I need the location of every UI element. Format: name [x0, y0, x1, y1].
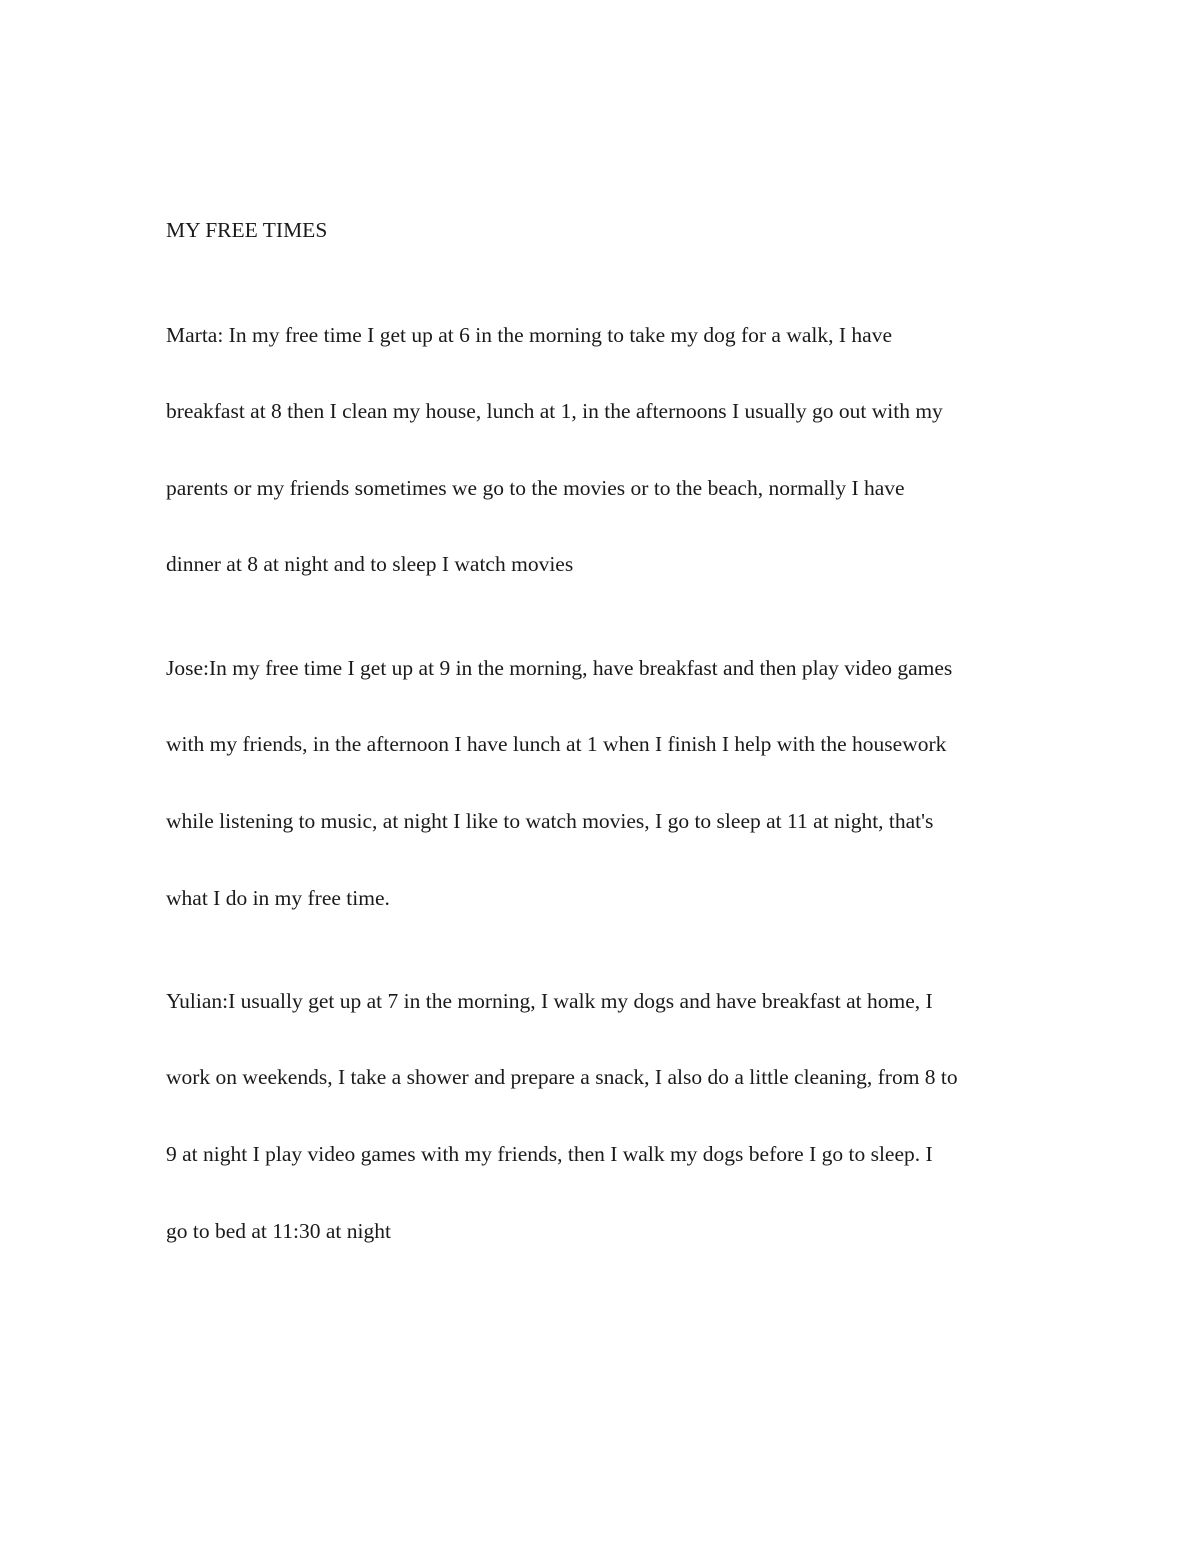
paragraph-yulian-line-1: Yulian:I usually get up at 7 in the morning, I walk my dogs and have breakfast at home, I [166, 989, 933, 1013]
paragraph-jose-line-4: what I do in my free time. [166, 886, 390, 910]
paragraph-yulian-line-4: go to bed at 11:30 at night [166, 1219, 391, 1243]
paragraph-marta-line-3: parents or my friends sometimes we go to the movies or to the beach, normally I have [166, 476, 905, 500]
document-title: MY FREE TIMES [166, 218, 328, 242]
paragraph-marta-line-4: dinner at 8 at night and to sleep I watch movies [166, 552, 574, 576]
paragraph-yulian-line-3: 9 at night I play video games with my friends, then I walk my dogs before I go to sleep. I [166, 1142, 933, 1166]
paragraph-marta-line-1: Marta: In my free time I get up at 6 in the morning to take my dog for a walk, I have [166, 323, 893, 347]
paragraph-marta-line-2: breakfast at 8 then I clean my house, lunch at 1, in the afternoons I usually go out with my [166, 399, 943, 423]
paragraph-jose-line-2: with my friends, in the afternoon I have lunch at 1 when I finish I help with the housework [166, 732, 947, 756]
paragraph-jose-line-1: Jose:In my free time I get up at 9 in the morning, have breakfast and then play video games [166, 656, 953, 680]
paragraph-jose-line-3: while listening to music, at night I like to watch movies, I go to sleep at 11 at night, that's [166, 809, 934, 833]
paragraph-yulian-line-2: work on weekends, I take a shower and prepare a snack, I also do a little cleaning, from 8 to [166, 1065, 958, 1089]
